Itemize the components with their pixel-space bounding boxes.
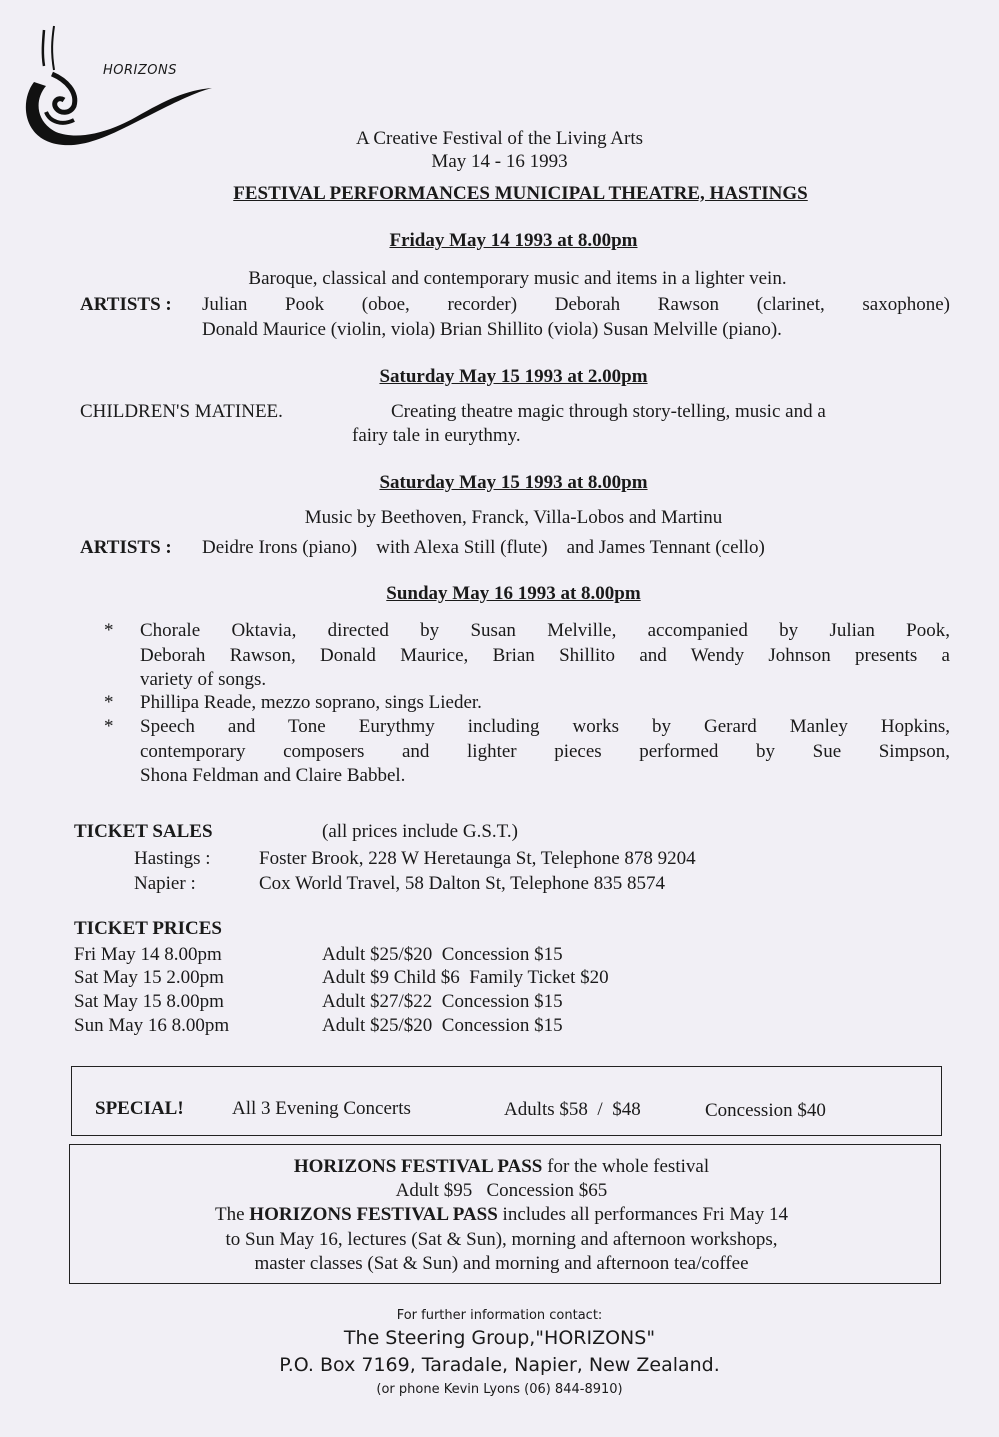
price-row-price: Adult $25/$20 Concession $15 xyxy=(322,1015,563,1036)
saturday-artists: Deidre Irons (piano) with Alexa Still (flute) and James Tennant (cello) xyxy=(202,537,765,558)
sunday-item-1-line-3: variety of songs. xyxy=(140,669,267,690)
special-what: All 3 Evening Concerts xyxy=(232,1098,411,1119)
price-row-price: Adult $25/$20 Concession $15 xyxy=(322,944,563,965)
page-title: FESTIVAL PERFORMANCES MUNICIPAL THEATRE, HASTINGS xyxy=(233,183,808,204)
pass-line-3-pre: The xyxy=(215,1204,250,1225)
festival-subtitle: A Creative Festival of the Living Arts xyxy=(355,128,644,149)
contact-group: The Steering Group,"HORIZONS" xyxy=(343,1327,656,1349)
pass-name-inline: HORIZONS FESTIVAL PASS xyxy=(249,1204,498,1225)
price-row-when: Sat May 15 2.00pm xyxy=(74,967,224,988)
ticket-sales-city: Hastings : xyxy=(134,848,211,869)
childrens-matinee-label: CHILDREN'S MATINEE. xyxy=(80,401,283,422)
sunday-heading: Sunday May 16 1993 at 8.00pm xyxy=(386,583,641,604)
friday-heading: Friday May 14 1993 at 8.00pm xyxy=(389,230,638,251)
sunday-item-1-line-2: Deborah Rawson, Donald Maurice, Brian Shillito and Wendy Johnson presents a xyxy=(140,645,950,666)
pass-name: HORIZONS FESTIVAL PASS xyxy=(293,1156,543,1177)
saturday-matinee-heading: Saturday May 15 1993 at 2.00pm xyxy=(379,366,648,387)
price-row-price: Adult $9 Child $6 Family Ticket $20 xyxy=(322,967,609,988)
sunday-item-3-line-1: Speech and Tone Eurythmy including works by Gerard Manley Hopkins, xyxy=(140,716,950,737)
ticket-sales-detail: Cox World Travel, 58 Dalton St, Telephone 835 8574 xyxy=(259,873,665,894)
price-row-when: Fri May 14 8.00pm xyxy=(74,944,222,965)
pass-line-1 xyxy=(0,1156,999,1178)
bullet-3: * xyxy=(104,716,114,737)
ticket-sales-city: Napier : xyxy=(134,873,196,894)
logo-text: HORIZONS xyxy=(103,63,177,78)
bullet-1: * xyxy=(104,620,114,641)
saturday-evening-description: Music by Beethoven, Franck, Villa-Lobos and Martinu xyxy=(304,507,723,528)
price-row-when: Sat May 15 8.00pm xyxy=(74,991,224,1012)
bullet-2: * xyxy=(104,692,114,713)
sunday-item-1-line-1: Chorale Oktavia, directed by Susan Melville, accompanied by Julian Pook, xyxy=(140,620,950,641)
price-row-price: Adult $27/$22 Concession $15 xyxy=(322,991,563,1012)
friday-artists-line-1: Julian Pook (oboe, recorder) Deborah Rawson (clarinet, saxophone) xyxy=(202,294,950,315)
saturday-artists-label: ARTISTS : xyxy=(80,537,172,558)
pass-prices: Adult $95 Concession $65 xyxy=(395,1180,608,1201)
contact-address: P.O. Box 7169, Taradale, Napier, New Zealand. xyxy=(279,1354,720,1376)
pass-line-3 xyxy=(0,1204,999,1226)
special-adults: Adults $58 / $48 xyxy=(504,1099,641,1120)
matinee-description-line-2: fairy tale in eurythmy. xyxy=(352,425,521,446)
ticket-sales-note: (all prices include G.S.T.) xyxy=(322,821,518,842)
special-concession: Concession $40 xyxy=(705,1100,826,1121)
friday-artists-label: ARTISTS : xyxy=(80,294,172,315)
friday-description: Baroque, classical and contemporary music and items in a lighter vein. xyxy=(248,268,787,289)
contact-phone: (or phone Kevin Lyons (06) 844-8910) xyxy=(376,1382,623,1397)
ticket-prices-label: TICKET PRICES xyxy=(74,918,223,939)
matinee-description-line-1: Creating theatre magic through story-telling, music and a xyxy=(391,401,826,422)
saturday-evening-heading: Saturday May 15 1993 at 8.00pm xyxy=(379,472,648,493)
special-label: SPECIAL! xyxy=(95,1098,184,1119)
friday-artists-line-2: Donald Maurice (violin, viola) Brian Shillito (viola) Susan Melville (piano). xyxy=(202,319,782,340)
sunday-item-2: Phillipa Reade, mezzo soprano, sings Lieder. xyxy=(140,692,482,713)
price-row-when: Sun May 16 8.00pm xyxy=(74,1015,230,1036)
sunday-item-3-line-3: Shona Feldman and Claire Babbel. xyxy=(140,765,406,786)
pass-line-4: to Sun May 16, lectures (Sat & Sun), morning and afternoon workshops, xyxy=(225,1229,778,1250)
sunday-item-3-line-2: contemporary composers and lighter pieces performed by Sue Simpson, xyxy=(140,741,950,762)
pass-line-5: master classes (Sat & Sun) and morning and afternoon tea/coffee xyxy=(254,1253,749,1274)
ticket-sales-detail: Foster Brook, 228 W Heretaunga St, Telephone 878 9204 xyxy=(259,848,696,869)
ticket-sales-label: TICKET SALES xyxy=(74,821,213,842)
pass-line-3-rest: includes all performances Fri May 14 xyxy=(497,1204,788,1225)
pass-line-1-rest: for the whole festival xyxy=(542,1156,710,1177)
festival-dates: May 14 - 16 1993 xyxy=(431,151,568,172)
contact-intro: For further information contact: xyxy=(396,1308,603,1323)
